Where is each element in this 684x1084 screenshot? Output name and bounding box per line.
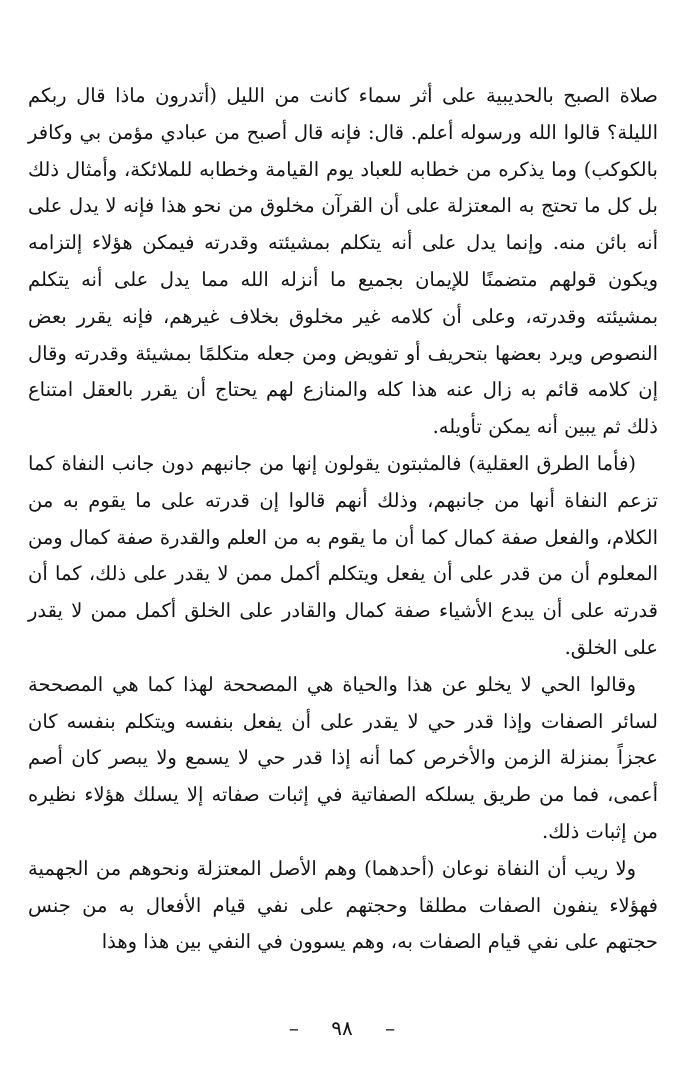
- footer-dash-left: –: [288, 1016, 299, 1040]
- paragraph-3: وقالوا الحي لا يخلو عن هذا والحياة هي المصححة لهذا كما هي المصححة لسائر الصفات وإذا قدر حي لا يقدر على أن يفعل بنفسه ويتكلم بنفسه كان عجزاً بمنزلة الزمن والأخرص كما أنه إذا قدر حي لا يسمع ولا يبصر كان أصم أعمى، فما من طريق يسلكه الصفاتية في إثبات صفاته إلا يسلك هؤلاء نظيره من إثبات ذلك.: [28, 672, 658, 843]
- paragraph-4: ولا ريب أن النفاة نوعان (أحدهما) وهم الأصل المعتزلة ونحوهم من الجهمية فهؤلاء ينفون الصفات مطلقا وحجتهم على نفي قيام الأفعال به من جنس حجتهم على نفي قيام الصفات به، وهم يسوون في النفي بين هذا وهذا: [28, 856, 658, 954]
- page-number: ٩٨: [331, 1016, 353, 1040]
- document-page: [28, 78, 658, 961]
- paragraph-1: صلاة الصبح بالحديبية على أثر سماء كانت من الليل (أتدرون ماذا قال ربكم الليلة؟ قالوا الله ورسوله أعلم. قال: فإنه قال أصبح من عبادي مؤمن بي وكافر بالكوكب) وما يذكره من خطابه للعباد يوم القيامة وخطابه للملائكة، وأمثال ذلك بل كل ما تحتج به المعتزلة على أن القرآن مخلوق من نحو هذا فإنه لا يدل على أنه بائن منه. وإنما يدل على أنه يتكلم بمشيئته وقدرته فيمكن هؤلاء إلتزامه ويكون قولهم متضمنًا للإيمان بجميع ما أنزله الله مما يدل على أنه يتكلم بمشيئته وقدرته، وعلى أن كلامه غير مخلوق بخلاف غيرهم، فإنه يقرر بعض النصوص ويرد بعضها بتحريف أو تفويض ومن جعله متكلمًا بمشيئة وقدرته وقال إن كلامه قائم به زال عنه هذا كله والمنازع لهم يحتاج أن يقرر بالعقل امتناع ذلك ثم يبين أنه يمكن تأويله.: [28, 84, 658, 439]
- page-footer: [0, 1016, 684, 1040]
- footer-dash-right: –: [385, 1016, 396, 1040]
- paragraph-2: (فأما الطرق العقلية) فالمثبتون يقولون إنها من جانبهم دون جانب النفاة كما تزعم النفاة أنها من جانبهم، وذلك أنهم قالوا إن قدرته على ما يقوم به من الكلام، والفعل صفة كمال كما أن ما يقوم به من العلم والقدرة صفة كمال ومن المعلوم أن من قدر على أن يفعل ويتكلم أكمل ممن لا يقدر على ذلك، كما أن قدرته على أن يبدع الأشياء صفة كمال والقادر على الخلق أكمل ممن لا يقدر على الخلق.: [28, 451, 658, 659]
